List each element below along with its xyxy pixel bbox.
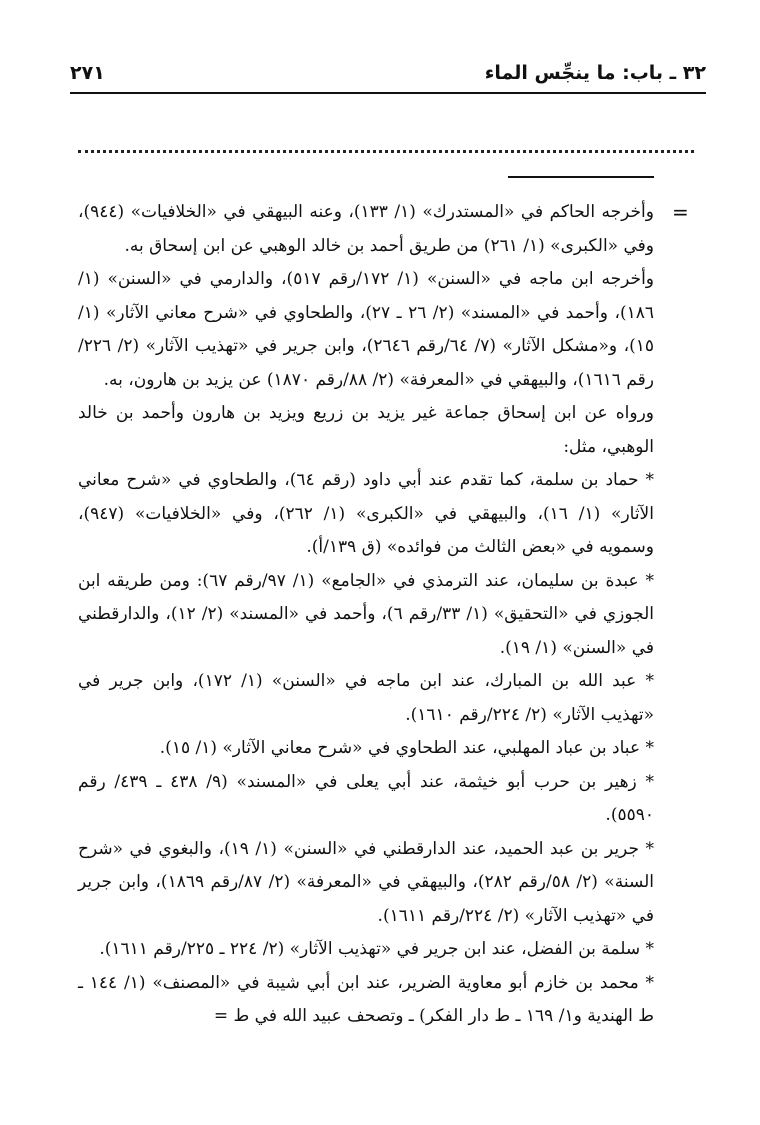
paragraph-salama: * سلمة بن الفضل، عند ابن جرير في «تهذيب الآثار» (٢/ ٢٢٤ ـ ٢٢٥/رقم ١٦١١).: [99, 939, 654, 959]
header-rule: [70, 92, 706, 94]
footnote-body: [78, 196, 654, 1034]
continuation-mark: =: [672, 200, 689, 224]
page-number: ٢٧١: [70, 62, 105, 84]
dotted-separator: [78, 150, 694, 153]
paragraph-abbad: * عباد بن عباد المهلبي، عند الطحاوي في «شرح معاني الآثار» (١/ ١٥).: [159, 738, 654, 758]
chapter-title: ٣٢ ـ باب: ما ينجِّس الماء: [484, 62, 706, 84]
paragraph-muhammad-khazim: * محمد بن خازم أبو معاوية الضرير، عند ابن أبي شيبة في «المصنف» (١/ ١٤٤ ـ ط الهندية و١/ ١٦٩ ـ ط دار الفكر) ـ وتصحف عبيد الله في ط =: [78, 972, 655, 1026]
page-header: [70, 56, 706, 96]
paragraph-zuhayr: * زهير بن حرب أبو خيثمة، عند أبي يعلى في «المسند» (٩/ ٤٣٨ ـ ٤٣٩/ رقم ٥٥٩٠).: [78, 771, 655, 825]
paragraph-hakim: وأخرجه الحاكم في «المستدرك» (١/ ١٣٣)، وعنه البيهقي في «الخلافيات» (٩٤٤)، وفي «الكبرى» (١/ ٢٦١) من طريق أحمد بن خالد الوهبي عن ابن إسحاق به.: [78, 202, 654, 256]
paragraph-abdah: * عبدة بن سليمان، عند الترمذي في «الجامع» (١/ ٩٧/رقم ٦٧): ومن طريقه ابن الجوزي في «التحقيق» (١/ ٣٣/رقم ٦)، وأحمد في «المسند» (٢/ ١٢)، والدارقطني في «السنن» (١/ ١٩).: [78, 570, 655, 658]
paragraph-narrators-intro: ورواه عن ابن إسحاق جماعة غير يزيد بن زريع ويزيد بن هارون وأحمد بن خالد الوهبي، مثل:: [78, 403, 654, 457]
paragraph-jarir: * جرير بن عبد الحميد، عند الدارقطني في «السنن» (١/ ١٩)، والبغوي في «شرح السنة» (٢/ ٥٨/رقم ٢٨٢)، والبيهقي في «المعرفة» (٢/ ٨٧/رقم ١٨٦٩)، وابن جرير في «تهذيب الآثار» (٢/ ٢٢٤/رقم ١٦١١).: [78, 838, 655, 926]
paragraph-ibn-majah: وأخرجه ابن ماجه في «السنن» (١/ ١٧٢/رقم ٥١٧)، والدارمي في «السنن» (١/ ١٨٦)، وأحمد في «المسند» (٢/ ٢٦ ـ ٢٧)، والطحاوي في «شرح معاني الآثار» (١/ ١٥)، و«مشكل الآثار» (٧/ ٦٤/رقم ٢٦٤٦)، وابن جرير في «تهذيب الآثار» (٢/ ٢٢٦/رقم ١٦١٦)، والبيهقي في «المعرفة» (٢/ ٨٨/رقم ١٨٧٠) عن يزيد بن هارون، به.: [78, 269, 655, 390]
paragraph-hammad: * حماد بن سلمة، كما تقدم عند أبي داود (رقم ٦٤)، والطحاوي في «شرح معاني الآثار» (١/ ١٦)، والبيهقي في «الكبرى» (١/ ٢٦٢)، وفي «الخلافيات» (٩٤٧)، وسمويه في «بعض الثالث من فوائده» (ق ١٣٩/أ).: [78, 470, 655, 557]
footnote-rule: [508, 176, 654, 178]
paragraph-ibn-mubarak: * عبد الله بن المبارك، عند ابن ماجه في «السنن» (١/ ١٧٢)، وابن جرير في «تهذيب الآثار» (٢/ ٢٢٤/رقم ١٦١٠).: [78, 671, 655, 725]
